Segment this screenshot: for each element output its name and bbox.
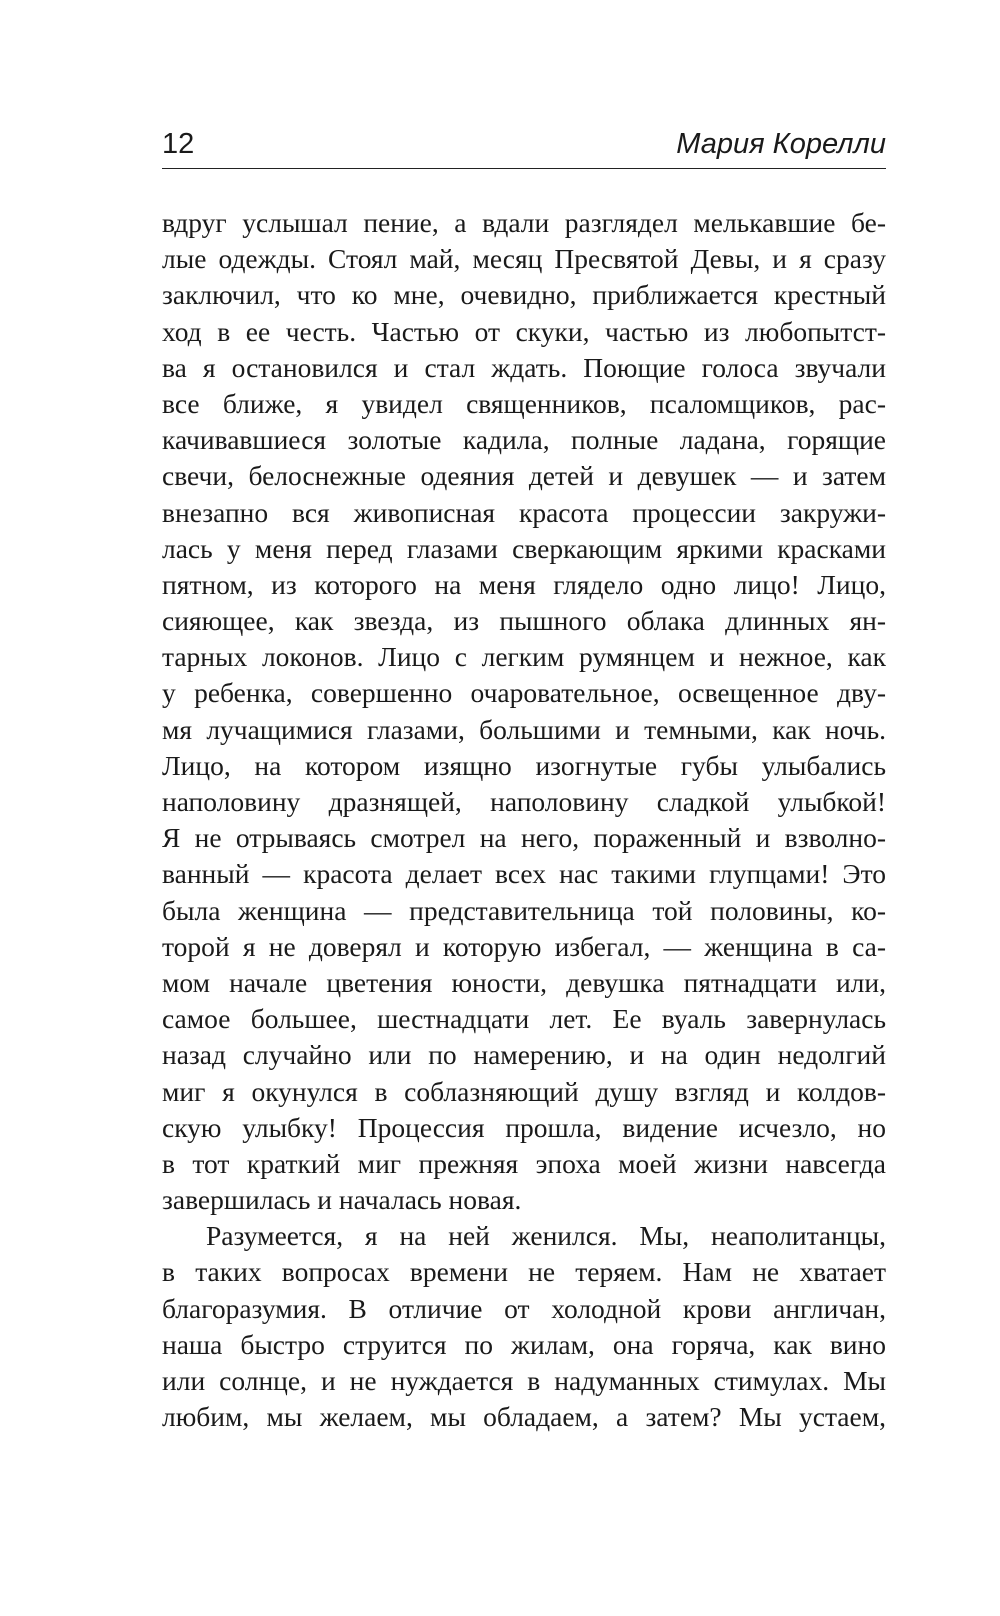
text-line: пятном, из которого на меня глядело одно лицо! Лицо, — [162, 568, 886, 600]
text-line: тарных локонов. Лицо с легким румянцем и нежное, как — [162, 641, 886, 673]
text-line: ванный — красота делает всех нас такими глупцами! Это — [162, 858, 886, 890]
text-line: самое большее, шестнадцати лет. Ее вуаль завернулась — [162, 1003, 886, 1035]
text-line: внезапно вся живописная красота процессии закружи- — [162, 496, 886, 528]
body-text — [162, 205, 886, 1435]
text-line: сияющее, как звезда, из пышного облака длинных ян- — [162, 605, 886, 637]
text-line: Я не отрываясь смотрел на него, пораженный и взволно- — [162, 822, 886, 854]
paragraph — [162, 1218, 886, 1435]
paragraph — [162, 205, 886, 1218]
text-line: ва я остановился и стал ждать. Поющие голоса звучали — [162, 351, 886, 383]
text-line: качивавшиеся золотые кадила, полные ладана, горящие — [162, 424, 886, 456]
text-line: заключил, что ко мне, очевидно, приближается крестный — [162, 279, 886, 311]
text-line: лые одежды. Стоял май, месяц Пресвятой Девы, и я сразу — [162, 243, 886, 275]
text-line: была женщина — представительница той половины, ко- — [162, 894, 886, 926]
text-line: скую улыбку! Процессия прошла, видение исчезло, но — [162, 1111, 886, 1143]
text-line: наша быстро струится по жилам, она горяча, как вино — [162, 1328, 886, 1360]
running-title: Мария Корелли — [676, 128, 886, 160]
text-line: мя лучащимися глазами, большими и темными, как ночь. — [162, 713, 886, 745]
text-line: назад случайно или по намерению, и на один недолгий — [162, 1039, 886, 1071]
text-line: у ребенка, совершенно очаровательное, освещенное дву- — [162, 677, 886, 709]
text-line: торой я не доверял и которую избегал, — женщина в са- — [162, 930, 886, 962]
page-number: 12 — [162, 128, 195, 160]
text-line: Разумеется, я на ней женился. Мы, неаполитанцы, — [206, 1220, 886, 1252]
text-line: наполовину дразнящей, наполовину сладкой улыбкой! — [162, 786, 886, 817]
text-line: завершилась и началась новая. — [162, 1184, 522, 1216]
text-line: вдруг услышал пение, а вдали разглядел мелькавшие бе- — [162, 207, 886, 238]
running-header — [162, 124, 886, 169]
text-line: мом начале цветения юности, девушка пятнадцати или, — [162, 966, 886, 998]
text-line: свечи, белоснежные одеяния детей и девушек — и затем — [162, 460, 886, 492]
text-line: любим, мы желаем, мы обладаем, а затем? Мы устаем, — [162, 1401, 886, 1433]
text-line: ход в ее честь. Частью от скуки, частью из любопытст- — [162, 315, 886, 347]
text-line: все ближе, я увидел священников, псаломщиков, рас- — [162, 387, 886, 419]
text-line: в таких вопросах времени не теряем. Нам не хватает — [162, 1256, 886, 1288]
text-line: в тот краткий миг прежняя эпоха моей жизни навсегда — [162, 1147, 886, 1179]
text-line: Лицо, на котором изящно изогнутые губы улыбались — [162, 749, 886, 781]
text-line: миг я окунулся в соблазняющий душу взгляд и колдов- — [162, 1075, 886, 1107]
text-line: благоразумия. В отличие от холодной крови англичан, — [162, 1292, 886, 1324]
text-line: или солнце, и не нуждается в надуманных стимулах. Мы — [162, 1365, 886, 1396]
text-line: лась у меня перед глазами сверкающим яркими красками — [162, 532, 886, 564]
